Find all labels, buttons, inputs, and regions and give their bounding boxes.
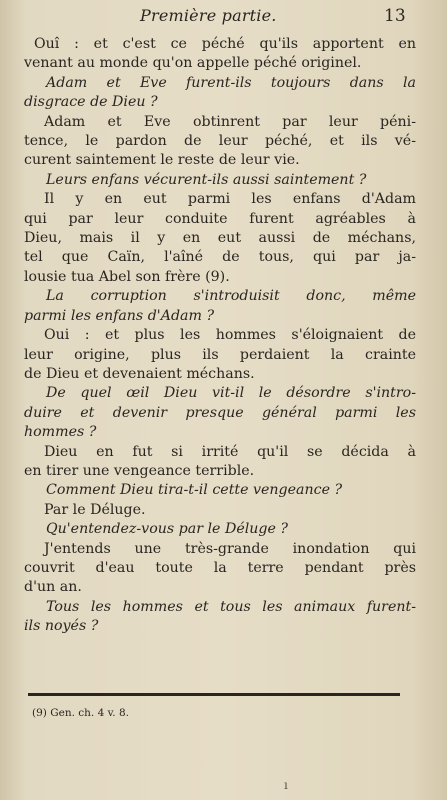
text-line: qui par leur conduite furent agréables à xyxy=(24,210,416,227)
text-line: hommes ? xyxy=(24,424,97,441)
text-line: parmi les enfans d'Adam ? xyxy=(24,307,215,324)
text-line: en tirer une vengeance terrible. xyxy=(24,462,255,479)
text-line: Adam et Eve furent-ils toujours dans la xyxy=(46,74,416,91)
text-line: Par le Déluge. xyxy=(44,501,146,518)
page-number: 13 xyxy=(384,6,406,26)
page-header xyxy=(0,6,447,30)
text-line: Dieu en fut si irrité qu'il se décida à xyxy=(44,443,416,460)
question-paragraph xyxy=(24,171,416,190)
footnote: (9) Gen. ch. 4 v. 8. xyxy=(32,707,129,719)
footnote-rule xyxy=(28,693,400,696)
text-line: leur origine, plus ils perdaient la crainte xyxy=(24,346,416,363)
text-line: Il y en eut parmi les enfans d'Adam xyxy=(44,191,416,208)
text-line: tence, le pardon de leur péché, et ils vé- xyxy=(24,133,416,150)
bottom-mark: ı xyxy=(284,778,288,792)
text-line: ils noyés ? xyxy=(24,618,99,635)
text-line: Ouî : et c'est ce péché qu'ils apportent en xyxy=(34,36,416,52)
answer-paragraph xyxy=(24,35,416,74)
catechism-text xyxy=(24,35,416,637)
text-line: De quel œil Dieu vit-il le désordre s'intro- xyxy=(46,385,416,402)
text-line: curent saintement le reste de leur vie. xyxy=(24,152,300,169)
question-paragraph xyxy=(24,287,416,326)
question-paragraph xyxy=(24,384,416,442)
text-line: J'entends une très-grande inondation qui xyxy=(44,540,416,557)
text-line: lousie tua Abel son frère (9). xyxy=(24,268,230,285)
text-line: Tous les hommes et tous les animaux furent- xyxy=(46,598,416,615)
text-line: La corruption s'introduisit donc, même xyxy=(46,288,416,305)
text-line: Oui : et plus les hommes s'éloignaient de xyxy=(44,327,416,344)
text-line: d'un an. xyxy=(24,579,82,596)
text-line: Dieu, mais il y en eut aussi de méchans, xyxy=(24,230,416,247)
text-line: venant au monde qu'on appelle péché originel. xyxy=(24,55,362,72)
text-line: Qu'entendez-vous par le Déluge ? xyxy=(46,521,288,538)
text-line: tel que Caïn, l'aîné de tous, qui par ja- xyxy=(24,249,416,266)
text-line: duire et devenir presque général parmi les xyxy=(24,404,416,421)
text-line: Comment Dieu tira-t-il cette vengeance ? xyxy=(46,482,343,499)
answer-paragraph xyxy=(24,443,416,482)
text-line: couvrit d'eau toute la terre pendant près xyxy=(24,559,416,576)
text-line: Adam et Eve obtinrent par leur péni- xyxy=(44,113,416,130)
running-head: Première partie. xyxy=(140,6,277,25)
answer-paragraph xyxy=(24,113,416,171)
text-line: de Dieu et devenaient méchans. xyxy=(24,365,255,382)
question-paragraph xyxy=(24,520,416,539)
question-paragraph xyxy=(24,598,416,637)
text-line: Leurs enfans vécurent-ils aussi saintement ? xyxy=(46,171,367,188)
question-paragraph xyxy=(24,74,416,113)
answer-paragraph xyxy=(24,540,416,598)
text-line: disgrace de Dieu ? xyxy=(24,94,158,111)
answer-paragraph xyxy=(24,501,416,520)
question-paragraph xyxy=(24,481,416,500)
answer-paragraph xyxy=(24,190,416,287)
answer-paragraph xyxy=(24,326,416,384)
